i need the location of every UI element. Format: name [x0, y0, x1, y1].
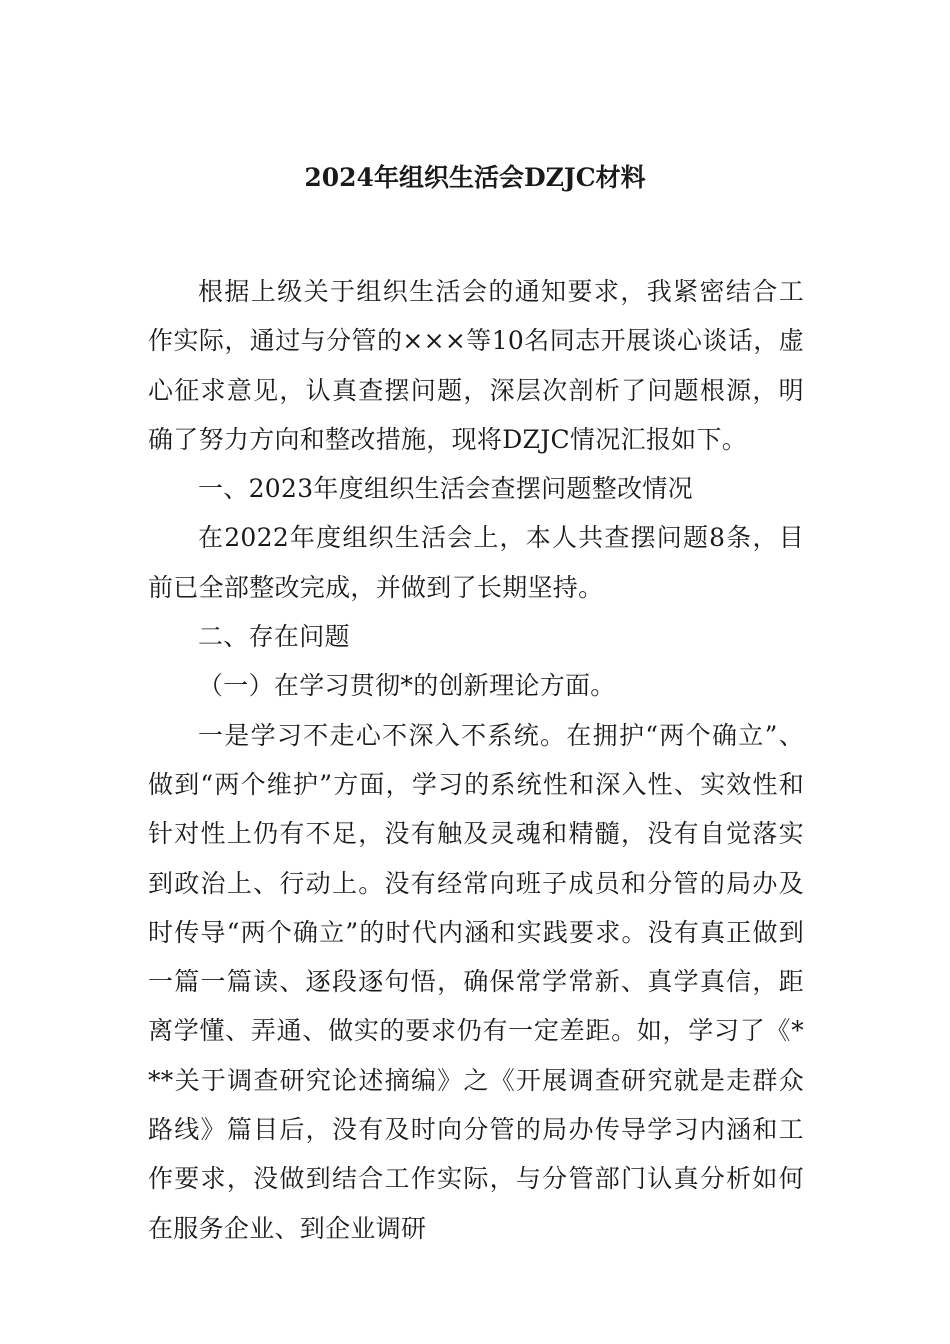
problem-paragraph-1: 一是学习不走心不深入不系统。在拥护“两个确立”、做到“两个维护”方面，学习的系统性和深入性、实效性和针对性上仍有不足，没有触及灵魂和精髓，没有自觉落实到政治上、行动上。没有经常向班子成员和分管的局办及时传导“两个确立”的时代内涵和实践要求。没有真正做到一篇一篇读、逐段逐句悟，确保常学常新、真学真信，距离学懂、弄通、做实的要求仍有一定差距。如，学习了《***关于调查研究论述摘编》之《开展调查研究就是走群众路线》篇目后，没有及时向分管的局办传导学习内涵和工作要求，没做到结合工作实际，与分管部门认真分析如何在服务企业、到企业调研: [148, 720, 804, 1243]
document-title: 2024年组织生活会DZJC材料: [304, 163, 646, 192]
document-body: [148, 267, 804, 1253]
section-heading-2: 二、存在问题: [198, 622, 350, 652]
rectification-paragraph: 在2022年度组织生活会上，本人共查摆问题8条，目前已全部整改完成，并做到了长期坚持。: [148, 523, 804, 602]
intro-paragraph: 根据上级关于组织生活会的通知要求，我紧密结合工作实际，通过与分管的×××等10名同志开展谈心谈话，虚心征求意见，认真查摆问题，深层次剖析了问题根源，明确了努力方向和整改措施，现将DZJC情况汇报如下。: [148, 277, 804, 454]
subsection-heading-1: （一）在学习贯彻*的创新理论方面。: [198, 671, 616, 701]
section-heading-1: 一、2023年度组织生活会查摆问题整改情况: [198, 474, 693, 504]
